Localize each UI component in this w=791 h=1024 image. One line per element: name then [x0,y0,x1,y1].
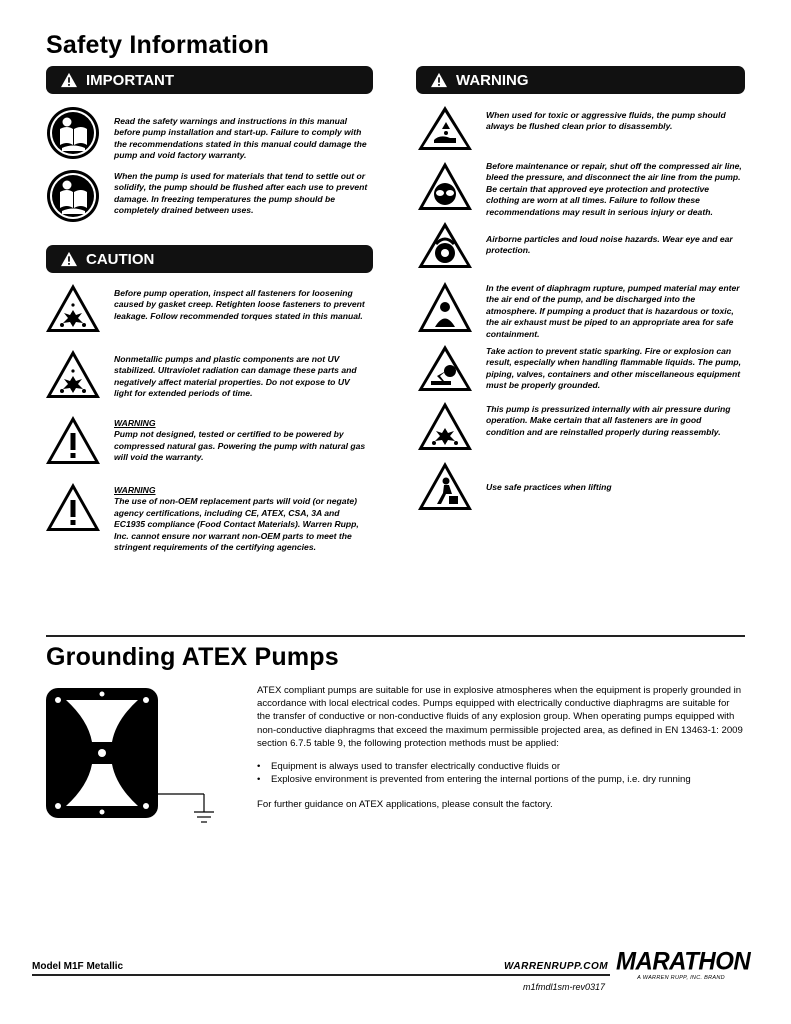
alert-triangle-icon [60,251,78,267]
important-text-2: When the pump is used for materials that tend to settle out or solidify, the pump should be flushed after each use to prevent damage. In freezing temperatures the pump should be completely drained between uses. [114,171,368,216]
alert-triangle-icon [430,72,448,88]
grounding-intro: ATEX compliant pumps are suitable for use in explosive atmospheres when the equipment is properly grounded in accordance with local electrical codes. Pumps equipped with electrically conductive diaphragms are suitable for the transfer of conductive or non-conductive fluids of any explosion group. When operating pumps equipped with non-conductive diaphragms that exceed the maximum permissible projected area, as defined in EN 13463-1: 2009 section 6.7.5 table 9, the following protection methods must be applied: [257,685,743,749]
alert-triangle-icon [60,72,78,88]
warning-label: WARNING [456,71,529,89]
warning-text-3: Airborne particles and loud noise hazards. Wear eye and ear protection. [486,234,733,256]
caution-text-4: The use of non-OEM replacement parts will void (or negate) agency certifications, including CE, ATEX, CSA, 3A and EC1935 compliance (Food Contact Materials). Warren Rupp, Inc. cannot ensure nor warrant non-OEM parts to meet the stringent requirements of the certifying agencies. [114,496,359,553]
toxic-fluid-flush-icon [416,104,474,152]
section-divider [46,635,745,637]
grounding-body [257,684,745,812]
caution-text-2: Nonmetallic pumps and plastic components are not UV stabilized. Ultraviolet radiation can damage these parts and negatively affect material properties. Do not expose to UV light for extended periods of time. [114,354,357,399]
warning-text-2: Before maintenance or repair, shut off the compressed air line, bleed the pressure, and disconnect the air line from the pump. Be certain that approved eye protection and protective clothing are worn at all times. Failure to follow these recommendations may result in serious injury or death. [486,161,742,217]
read-manual-icon [45,105,101,161]
footer-model: Model M1F Metallic [32,961,124,972]
exclamation-warning-icon [44,414,102,466]
warning-text-5: Take action to prevent static sparking. Fire or explosion can result, especially when handling flammable liquids. The pump, piping, valves, containers and other miscellaneous equipment must be properly grounded. [486,346,741,391]
caution-item-3 [114,418,369,464]
grounded-pump-diagram-icon [44,686,220,832]
brand-name: MARATHON [616,947,751,976]
warning-text-6: This pump is pressurized internally with air pressure during operation. Make certain that all fasteners are in good condition and are reinstalled properly during reassembly. [486,404,731,437]
warning-text-7: Use safe practices when lifting [486,482,612,492]
footer-rule [32,974,610,976]
warning-banner [416,66,745,94]
toxic-exposure-icon [416,280,474,334]
list-item: • Explosive environment is prevented from entering the internal portions of the pump, i.e. dry running [257,773,745,786]
static-spark-icon [416,343,474,393]
read-manual-icon [45,168,101,224]
warning-text-1: When used for toxic or aggressive fluids, the pump should always be flushed clean prior to disassembly. [486,110,726,132]
marathon-logo [616,947,751,981]
grounding-closing: For further guidance on ATEX applications, please consult the factory. [257,799,553,811]
pressurized-explosion-icon [416,400,474,452]
exclamation-warning-icon [44,481,102,533]
eye-protection-icon [416,160,474,212]
important-label: IMPORTANT [86,71,175,89]
caution-warning-heading-4: WARNING [114,485,156,495]
caution-item-4 [114,485,372,553]
caution-text-1: Before pump operation, inspect all fasteners for loosening caused by gasket creep. Retighten loose fasteners to prevent leakage. Follow recommended torques stated in this manual. [114,288,365,321]
explosion-warning-icon [44,282,102,334]
caution-label: CAUTION [86,250,155,268]
page-title: Safety Information [46,31,270,59]
grounding-title: Grounding ATEX Pumps [46,643,339,671]
important-banner [46,66,373,94]
list-item: • Equipment is always used to transfer electrically conductive fluids or [257,760,745,773]
footer-website[interactable]: WARRENRUPP.COM [504,961,609,972]
warning-text-4: In the event of diaphragm rupture, pumped material may enter the air end of the pump, and be discharged into the atmosphere. If pumping a product that is hazardous or toxic, the air exhaust must be piped to an appropriate area for safe containment. [486,283,740,339]
brand-tagline: A WARREN RUPP, INC. BRAND [637,975,725,981]
safe-lifting-icon [416,460,474,512]
important-text-1: Read the safety warnings and instructions in this manual before pump installation and start-up. Failure to comply with the recommendations stated in this manual could damage the pump and void factory warranty. [114,116,367,161]
caution-banner [46,245,373,273]
document-code: m1fmdl1sm-rev0317 [523,982,606,992]
grounding-bullets [257,760,745,786]
caution-warning-heading-3: WARNING [114,418,156,428]
hearing-protection-icon [416,220,474,270]
caution-text-3: Pump not designed, tested or certified to be powered by compressed natural gas. Powering the pump with natural gas will void the warranty. [114,429,366,463]
explosion-warning-icon [44,348,102,400]
